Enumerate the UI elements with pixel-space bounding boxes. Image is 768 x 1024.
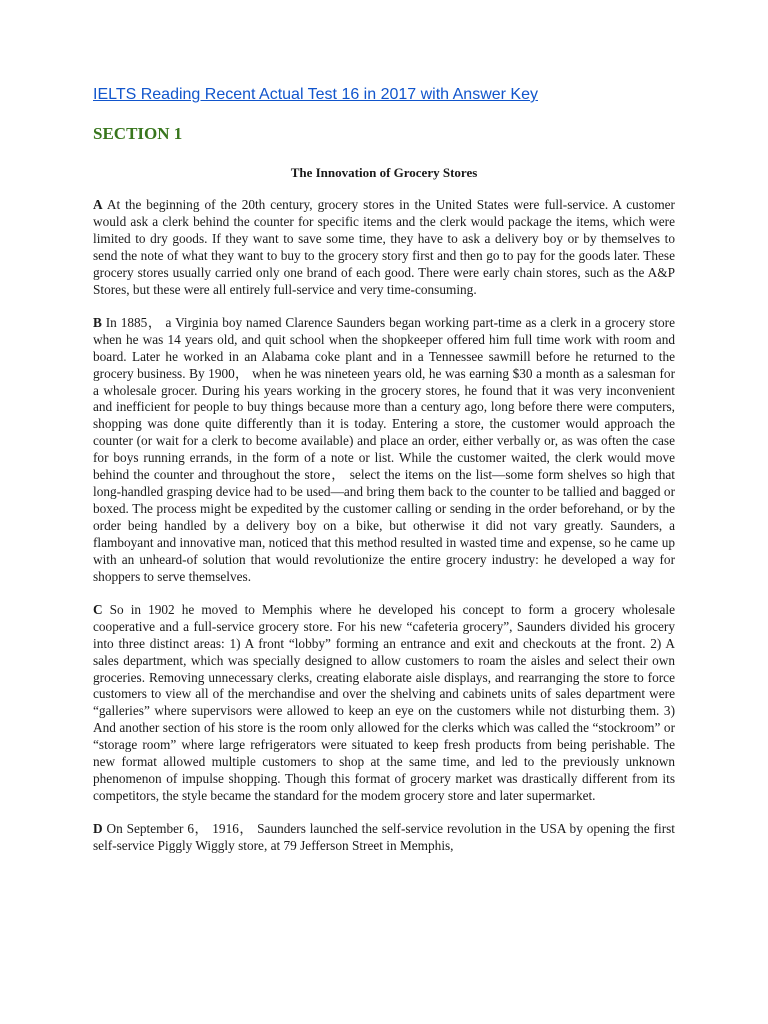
- paragraph-d: [93, 821, 675, 855]
- paragraph-letter: C: [93, 601, 103, 617]
- paragraph-text: In 1885， a Virginia boy named Clarence Saunders began working part-time as a clerk in a grocery store when he was 14 years old, and quit school when the shopkeeper offered him full time work with room and board. Later he worked in an Alabama coke plant and in a Tennessee sawmill before he returned to the grocery business. By 1900， when he was nineteen years old, he was earning $30 a month as a salesman for a wholesale grocer. During his years working in the grocery stores, he found that it was very inconvenient and inefficient for people to buy things because more than a century ago, long before there were computers, shopping was done quite differently than it is today. Entering a store, the customer would approach the counter (or wait for a clerk to become available) and place an order, either verbally or, as was often the case for boys running errands, in the form of a note or list. While the customer waited, the clerk would move behind the counter and throughout the store， select the items on the list—some form shelves so high that long-handled grasping device had to be used—and bring them back to the counter to be tallied and bagged or boxed. The process might be expedited by the customer calling or sending in the order beforehand, or by the order being handled by a delivery boy on a bike, but otherwise it did not vary greatly. Saunders, a flamboyant and innovative man, noticed that this method resulted in wasted time and expense, so he came up with an unheard-of solution that would revolutionize the entire grocery industry: he developed a way for shoppers to serve themselves.: [93, 314, 675, 584]
- paragraph-text: At the beginning of the 20th century, grocery stores in the United States were full-service. A customer would ask a clerk behind the counter for specific items and the clerk would package the items, which were limited to dry goods. If they want to save some time, they have to ask a delivery boy or by themselves to send the note of what they want to buy to the grocery story first and then go to pay for the goods later. These grocery stores usually carried only one brand of each good. There were early chain stores, such as the A&P Stores, but these were all entirely full-service and very time-consuming.: [93, 197, 675, 297]
- paragraph-text: On September 6， 1916， Saunders launched the self-service revolution in the USA by opening the first self-service Piggly Wiggly store, at 79 Jefferson Street in Memphis,: [93, 821, 675, 854]
- article-source-link[interactable]: IELTS Reading Recent Actual Test 16 in 2017 with Answer Key: [93, 86, 538, 103]
- paragraph-a: [93, 197, 675, 298]
- paragraph-c: [93, 602, 675, 805]
- section-heading: SECTION 1: [93, 124, 183, 143]
- article-title: The Innovation of Grocery Stores: [290, 165, 478, 180]
- paragraph-letter: B: [93, 314, 102, 330]
- paragraph-text: So in 1902 he moved to Memphis where he developed his concept to form a grocery wholesale cooperative and a full-service grocery store. For his new “cafeteria grocery”, Saunders divided his grocery into three distinct areas: 1) A front “lobby” forming an entrance and exit and checkouts at the front. 2) A sales department, which was specially designed to allow customers to roam the aisles and select their own groceries. Removing unnecessary clerks, creating elaborate aisle displays, and rearranging the store to force customers to view all of the merchandise and over the shelving and cabinets units of sales department were “galleries” where supervisors were allowed to keep an eye on the customers while not disturbing them. 3) And another section of his store is the room only allowed for the clerks which was called the “stockroom” or “storage room” where large refrigerators were situated to keep fresh products from being perishable. The new format allowed multiple customers to shop at the same time, and led to the previously unknown phenomenon of impulse shopping. Though this format of grocery market was drastically different from its competitors, the style became the standard for the modem grocery store and later supermarket.: [93, 601, 675, 803]
- paragraph-letter: A: [93, 197, 103, 212]
- paragraph-letter: D: [93, 821, 103, 837]
- paragraph-b: [93, 315, 675, 586]
